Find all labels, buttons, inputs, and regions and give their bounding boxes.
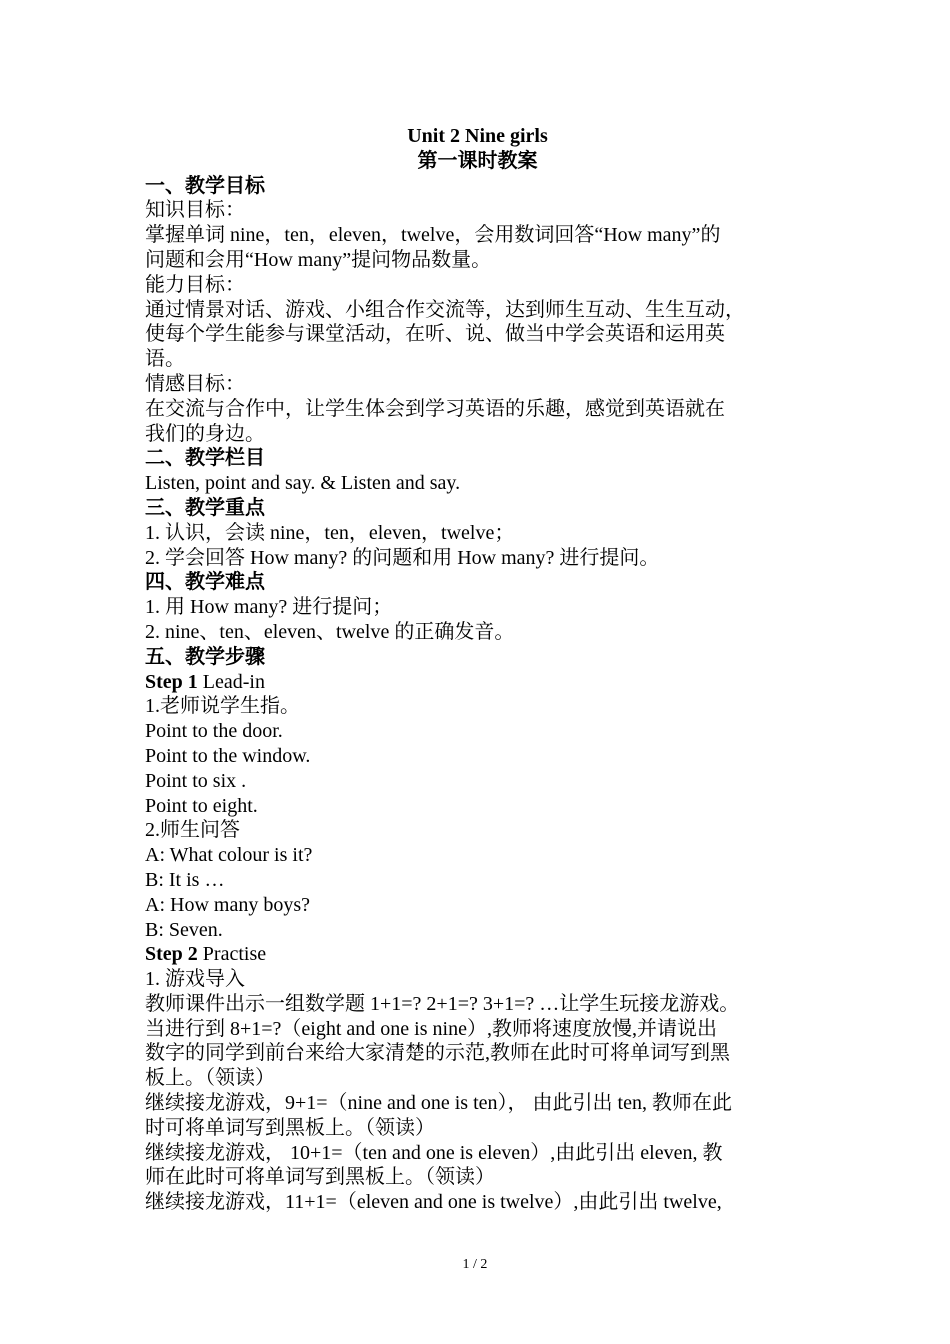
text-line: 2. 学会回答 How many? 的问题和用 How many? 进行提问。 — [145, 546, 660, 569]
document-body — [145, 124, 810, 1215]
text-line: 继续接龙游戏，11+1=（eleven and one is twelve）,由此引出 twelve, — [145, 1191, 722, 1214]
text-line: 时可将单词写到黑板上。（领读） — [145, 1116, 435, 1139]
text-line: 1. 游戏导入 — [145, 968, 245, 991]
text-line: 1.老师说学生指。 — [145, 695, 300, 718]
step-label: Step 1 — [145, 670, 198, 693]
text-line: 在交流与合作中，让学生体会到学习英语的乐趣，感觉到英语就在 — [145, 397, 725, 420]
text-line: 师在此时可将单词写到黑板上。（领读） — [145, 1166, 495, 1189]
document-subtitle: 第一课时教案 — [417, 149, 538, 172]
text-line: B: Seven. — [145, 918, 223, 941]
text-line: Point to six . — [145, 769, 247, 792]
step-label: Step 2 — [145, 943, 198, 966]
step-title: Lead-in — [197, 670, 265, 693]
section-heading: 三、教学重点 — [145, 496, 265, 519]
text-line: 使每个学生能参与课堂活动，在听、说、做当中学会英语和运用英 — [145, 323, 725, 346]
text-line: 语。 — [145, 348, 185, 371]
text-line: 板上。（领读） — [145, 1067, 275, 1090]
text-line: B: It is … — [145, 868, 225, 891]
text-line: Point to the window. — [145, 744, 311, 767]
page-number: 1 / 2 — [462, 1257, 488, 1272]
text-line: 1. 用 How many? 进行提问； — [145, 596, 393, 619]
section-heading: 一、教学目标 — [145, 174, 265, 197]
text-line: 问题和会用“How many”提问物品数量。 — [145, 248, 492, 271]
text-line: Listen, point and say. & Listen and say. — [145, 472, 461, 495]
step-heading — [145, 942, 810, 967]
step-title: Practise — [197, 943, 267, 966]
text-line: 掌握单词 nine，ten，eleven，twelve，会用数词回答“How many”的 — [145, 224, 721, 247]
text-line: Point to the door. — [145, 720, 283, 743]
text-line: 数字的同学到前台来给大家清楚的示范,教师在此时可将单词写到黑 — [145, 1042, 730, 1065]
section-heading: 四、教学难点 — [145, 571, 265, 594]
section-heading: 五、教学步骤 — [145, 645, 265, 668]
text-line: 通过情景对话、游戏、小组合作交流等，达到师生互动、生生互动， — [145, 298, 745, 321]
step-heading — [145, 670, 810, 695]
document-lines — [145, 174, 810, 1215]
text-line: 2. nine、ten、eleven、twelve 的正确发音。 — [145, 620, 515, 643]
text-line: 继续接龙游戏，9+1=（nine and one is ten）， 由此引出 ten, 教师在此 — [145, 1092, 732, 1115]
text-line: 2.师生问答 — [145, 819, 240, 842]
section-heading: 二、教学栏目 — [145, 447, 265, 470]
text-line: 我们的身边。 — [145, 422, 265, 445]
text-line: 教师课件出示一组数学题 1+1=? 2+1=? 3+1=? …让学生玩接龙游戏。 — [145, 992, 740, 1015]
document-title: Unit 2 Nine girls — [407, 125, 548, 147]
text-line: A: What colour is it? — [145, 844, 313, 867]
text-line: 继续接龙游戏， 10+1=（ten and one is eleven）,由此引出 eleven, 教 — [145, 1141, 723, 1164]
text-line: 知识目标： — [145, 199, 245, 222]
text-line: 1. 认识，会读 nine，ten，eleven，twelve； — [145, 521, 515, 544]
text-line: Point to eight. — [145, 794, 258, 817]
text-line: A: How many boys? — [145, 893, 310, 916]
text-line: 情感目标： — [145, 372, 245, 395]
text-line: 当进行到 8+1=?（eight and one is nine）,教师将速度放慢,并请说出 — [145, 1017, 717, 1040]
text-line: 能力目标： — [145, 273, 245, 296]
